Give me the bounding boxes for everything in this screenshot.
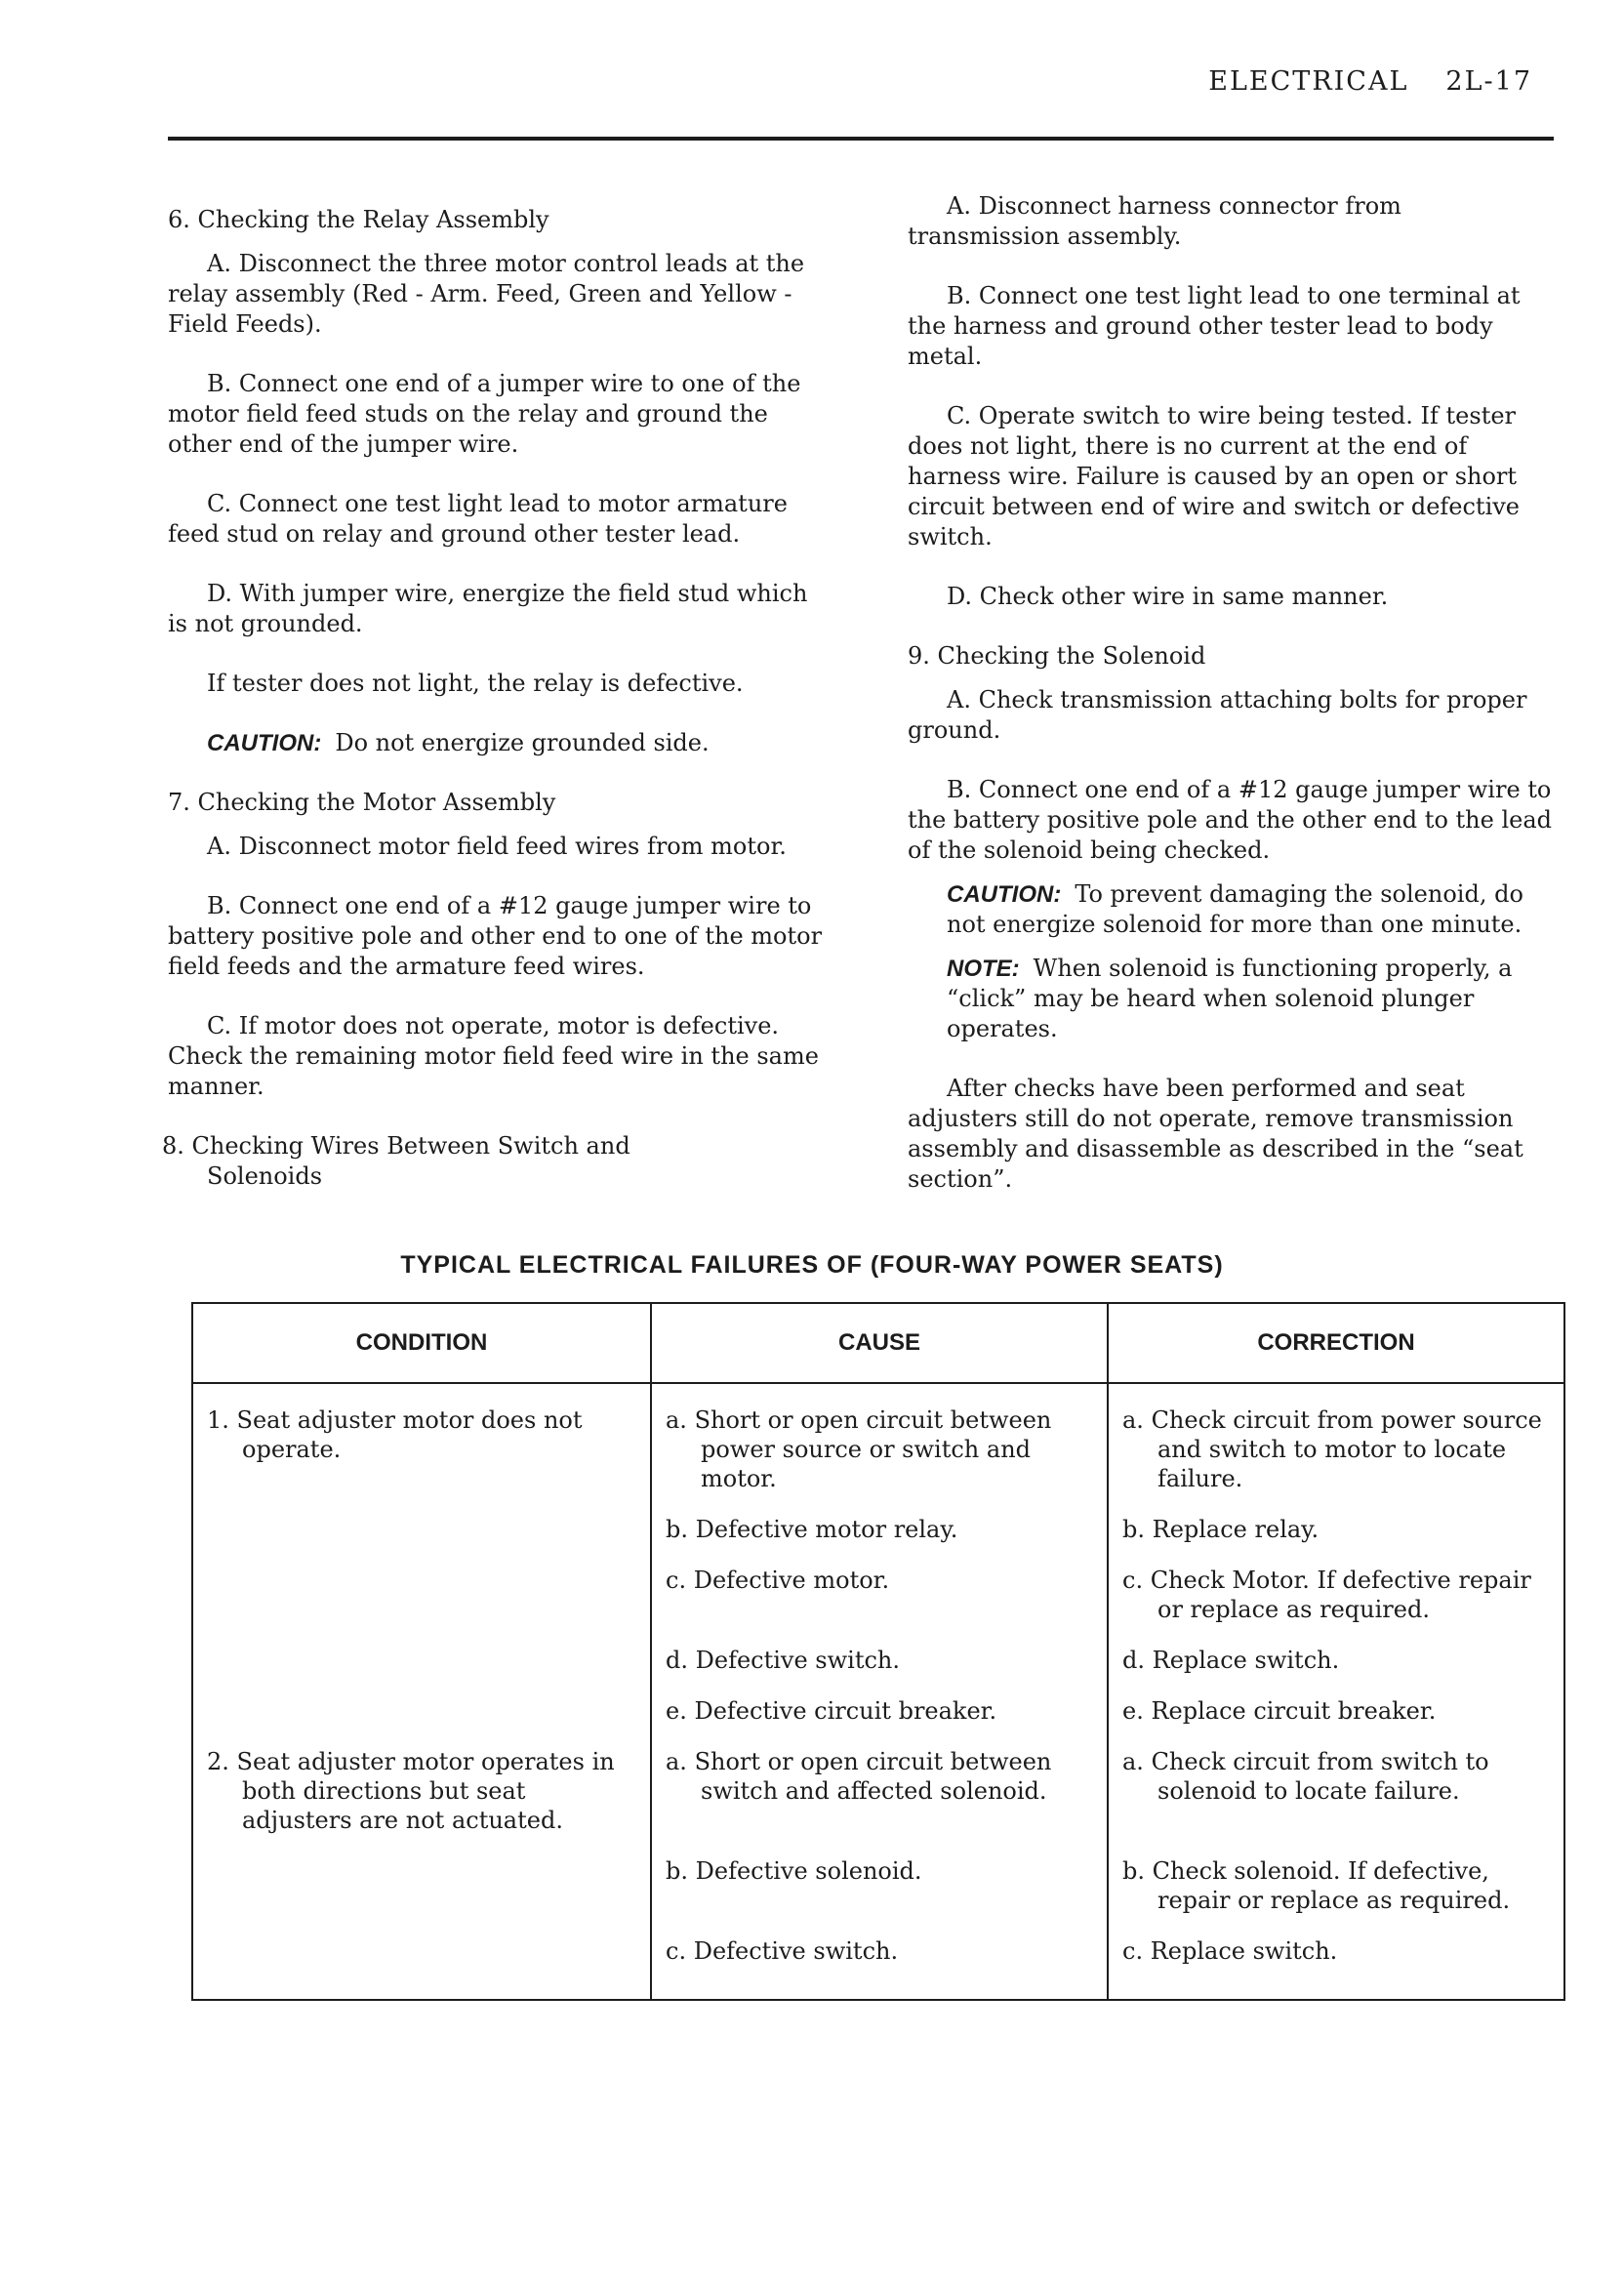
correction-cell: c. Check Motor. If defective repair or replace as required. (1122, 1567, 1531, 1623)
paragraph: If tester does not light, the relay is defective. (207, 670, 744, 697)
correction-cell: d. Replace switch. (1122, 1647, 1340, 1674)
correction-cell: c. Replace switch. (1122, 1937, 1338, 1965)
table-title: TYPICAL ELECTRICAL FAILURES OF (FOUR-WAY POWER SEATS) (400, 1251, 1224, 1279)
paragraph: B. Connect one test light lead to one terminal at the harness and ground other tester lead to body metal. (908, 282, 1521, 370)
header-condition: CONDITION (192, 1303, 651, 1383)
paragraph: A. Disconnect motor field feed wires from motor. (207, 833, 787, 860)
section-title: ELECTRICAL (1208, 66, 1409, 97)
note-text: When solenoid is functioning properly, a “click” may be heard when solenoid plunger operates. (947, 955, 1513, 1042)
caution-label: CAUTION: (947, 881, 1062, 908)
table-row (192, 1835, 1564, 1915)
paragraph: C. If motor does not operate, motor is defective. Check the remaining motor field feed wire in the same manner. (168, 1012, 819, 1100)
page-number: 2L-17 (1445, 66, 1532, 97)
note (947, 954, 1554, 1044)
step-heading: 7. Checking the Motor Assembly (168, 789, 556, 816)
paragraph: B. Connect one end of a jumper wire to one of the motor field feed studs on the relay and ground the other end of the jumper wire. (168, 370, 801, 458)
cause-cell: c. Defective motor. (666, 1567, 890, 1594)
correction-cell: b. Check solenoid. If defective, repair or replace as required. (1122, 1857, 1511, 1914)
paragraph: C. Operate switch to wire being tested. If tester does not light, there is no current at the end of harness wire. Failure is caused by an open or short circuit between end of wire and switch or defective switch. (908, 402, 1521, 550)
table-row (192, 1726, 1564, 1835)
header-correction: CORRECTION (1108, 1303, 1564, 1383)
condition-cell: 1. Seat adjuster motor does not operate. (207, 1406, 583, 1463)
correction-cell: a. Check circuit from switch to solenoid to locate failure. (1122, 1748, 1489, 1805)
condition-cell: 2. Seat adjuster motor operates in both directions but seat adjusters are not actuated. (207, 1748, 615, 1834)
right-column (908, 191, 1554, 1224)
page-header (1171, 66, 1532, 97)
caution-note (947, 879, 1554, 940)
paragraph: B. Connect one end of a #12 gauge jumper wire to battery positive pole and other end to one of the motor field feeds and the armature feed wires. (168, 892, 823, 980)
paragraph: D. With jumper wire, energize the field stud which is not grounded. (168, 580, 808, 637)
correction-cell: b. Replace relay. (1122, 1516, 1320, 1543)
header-cause: CAUSE (651, 1303, 1108, 1383)
cause-cell: b. Defective motor relay. (666, 1516, 958, 1543)
step-heading: 8. Checking Wires Between Switch and Solenoids (162, 1132, 630, 1190)
table-row (192, 1915, 1564, 2000)
cause-cell: c. Defective switch. (666, 1937, 899, 1965)
header-rule (168, 137, 1554, 141)
table-row (192, 1544, 1564, 1624)
paragraph: A. Disconnect harness connector from transmission assembly. (908, 192, 1401, 250)
cause-cell: d. Defective switch. (666, 1647, 901, 1674)
cause-cell: b. Defective solenoid. (666, 1857, 922, 1885)
cause-cell: a. Short or open circuit between switch and affected solenoid. (666, 1748, 1052, 1805)
paragraph: A. Disconnect the three motor control leads at the relay assembly (Red - Arm. Feed, Green and Yellow - Field Feeds). (168, 250, 805, 338)
cause-cell: e. Defective circuit breaker. (666, 1697, 997, 1725)
note-label: NOTE: (947, 956, 1020, 982)
table-row (192, 1493, 1564, 1544)
step-heading: 6. Checking the Relay Assembly (168, 206, 549, 233)
left-column (162, 205, 824, 1221)
table-row (192, 1624, 1564, 1675)
caution-label: CAUTION: (207, 730, 322, 756)
cause-cell: a. Short or open circuit between power source or switch and motor. (666, 1406, 1052, 1492)
paragraph: After checks have been performed and seat adjusters still do not operate, remove transmission assembly and disassemble as described in the “seat section”. (908, 1075, 1523, 1193)
table-row (192, 1675, 1564, 1726)
table-header-row (192, 1303, 1564, 1383)
paragraph: B. Connect one end of a #12 gauge jumper wire to the battery positive pole and the other end to the lead of the solenoid being checked. (908, 776, 1552, 864)
caution-text: To prevent damaging the solenoid, do not energize solenoid for more than one minute. (947, 880, 1523, 938)
correction-cell: e. Replace circuit breaker. (1122, 1697, 1437, 1725)
failures-table (191, 1302, 1565, 2001)
paragraph: C. Connect one test light lead to motor armature feed stud on relay and ground other tester lead. (168, 490, 788, 548)
caution-text: Do not energize grounded side. (335, 729, 710, 756)
step-heading: 9. Checking the Solenoid (908, 642, 1206, 670)
table-row (192, 1383, 1564, 1493)
correction-cell: a. Check circuit from power source and switch to motor to locate failure. (1122, 1406, 1542, 1492)
paragraph: A. Check transmission attaching bolts for proper ground. (908, 686, 1527, 744)
caution-note (168, 728, 824, 758)
paragraph: D. Check other wire in same manner. (947, 583, 1389, 610)
